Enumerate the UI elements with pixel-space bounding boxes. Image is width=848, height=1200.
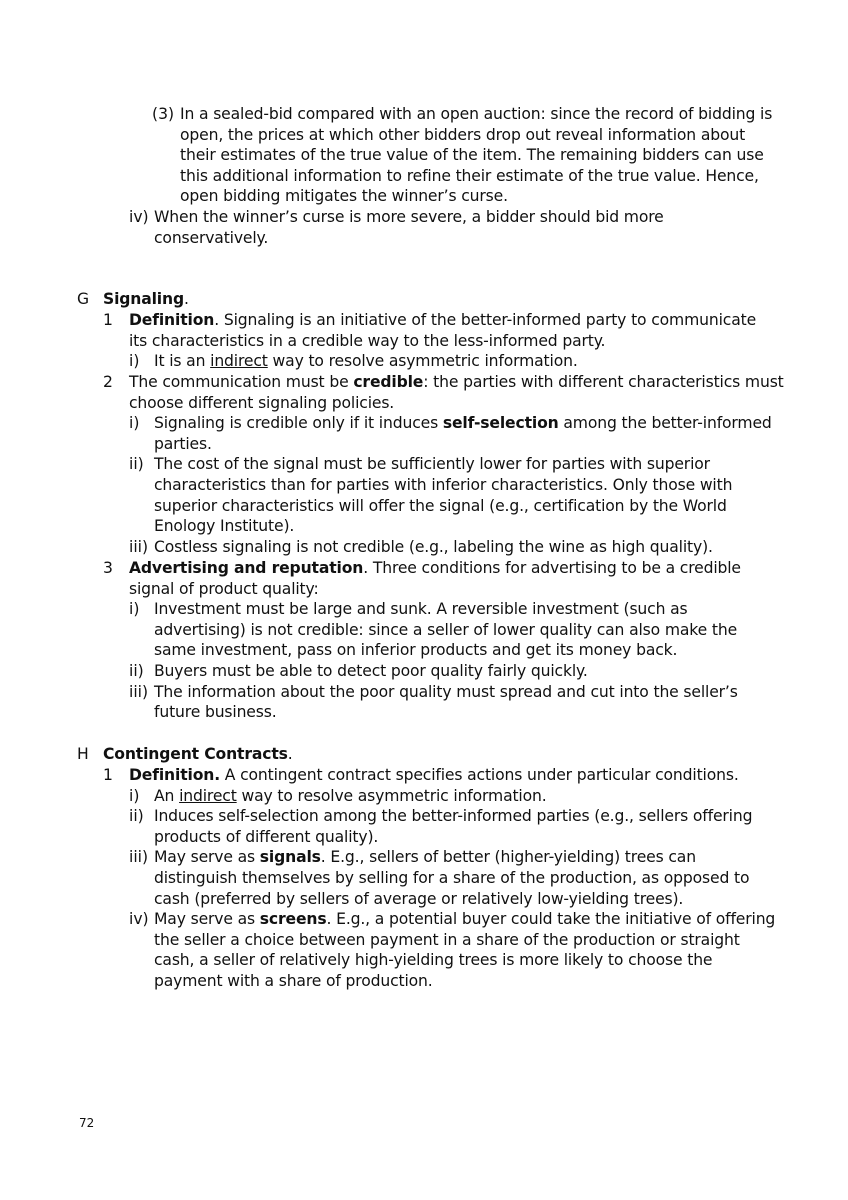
- point-number-2: 2: [103, 373, 113, 391]
- item-marker-iv: iv): [129, 208, 149, 226]
- paragraph-line: [129, 558, 741, 579]
- term-self-selection: self-selection: [442, 414, 559, 433]
- item-marker-iii: iii): [129, 537, 149, 556]
- paragraph-line: [154, 413, 772, 434]
- paragraph-line: superior characteristics will offer the signal (e.g., certification by the World: [154, 496, 727, 515]
- paragraph-line: [154, 351, 578, 372]
- paragraph-line: products of different quality).: [154, 827, 379, 846]
- point-number-1: 1: [103, 311, 113, 329]
- underlined-term: indirect: [210, 352, 268, 371]
- item-marker-3: (3): [152, 105, 175, 123]
- text-run: way to resolve asymmetric information.: [236, 786, 547, 805]
- text-run: among the better-informed: [558, 414, 772, 433]
- section-heading-contingent-contracts: [103, 744, 293, 765]
- paragraph-line: cash, a seller of relatively high-yielding trees is more likely to choose the: [154, 951, 713, 970]
- paragraph-line: characteristics than for parties with inferior characteristics. Only those with: [154, 476, 733, 494]
- item-marker-iii: iii): [129, 848, 149, 867]
- text-run: It is an: [154, 352, 211, 371]
- text-run: Signaling is credible only if it induces: [154, 414, 443, 433]
- definition-text: A contingent contract specifies actions under particular conditions.: [219, 766, 739, 784]
- paragraph-line: open bidding mitigates the winner’s curse.: [180, 187, 508, 206]
- section-title: Contingent Contracts: [103, 745, 288, 763]
- paragraph-line: payment with a share of production.: [154, 972, 433, 990]
- paragraph-line: [154, 909, 775, 930]
- paragraph-line: future business.: [154, 703, 277, 722]
- item-marker-i: i): [129, 600, 140, 619]
- paragraph-line: distinguish themselves by selling for a share of the production, as opposed to: [154, 869, 750, 887]
- paragraph-line: Costless signaling is not credible (e.g., labeling the wine as high quality).: [154, 537, 713, 556]
- term-credible: credible: [353, 373, 424, 391]
- section-title-end: .: [287, 745, 293, 763]
- section-title: Signaling: [103, 290, 184, 308]
- paragraph-line: Investment must be large and sunk. A reversible investment (such as: [154, 600, 688, 619]
- text-run: An: [154, 786, 180, 805]
- paragraph-line: conservatively.: [154, 228, 269, 247]
- paragraph-line: advertising) is not credible: since a seller of lower quality can also make the: [154, 620, 738, 639]
- paragraph-line: choose different signaling policies.: [129, 393, 395, 412]
- paragraph-line: their estimates of the true value of the item. The remaining bidders can use: [180, 146, 764, 165]
- term-screens: screens: [259, 910, 327, 929]
- page-number: 72: [79, 1116, 95, 1130]
- text-run: : the parties with different characteristics must: [423, 373, 784, 391]
- text-run: . Three conditions for advertising to be a credible: [363, 559, 741, 577]
- item-marker-iii: iii): [129, 682, 149, 701]
- paragraph-line: its characteristics in a credible way to the less-informed party.: [129, 331, 606, 350]
- paragraph-line: signal of product quality:: [129, 579, 319, 598]
- paragraph-line: The cost of the signal must be sufficiently lower for parties with superior: [154, 455, 710, 474]
- section-letter-g: G: [77, 290, 90, 308]
- item-marker-ii: ii): [129, 807, 144, 826]
- text-run: . E.g., a potential buyer could take the initiative of offering: [326, 910, 776, 929]
- text-run: May serve as: [154, 910, 260, 929]
- point-number-1: 1: [103, 766, 113, 784]
- text-run: . E.g., sellers of better (higher-yielding) trees can: [320, 848, 696, 867]
- section-letter-h: H: [77, 745, 89, 763]
- paragraph-line: parties.: [154, 434, 212, 453]
- item-marker-i: i): [129, 786, 140, 805]
- paragraph-line: open, the prices at which other bidders drop out reveal information about: [180, 125, 746, 144]
- item-marker-ii: ii): [129, 455, 144, 474]
- paragraph-line: The information about the poor quality must spread and cut into the seller’s: [154, 682, 738, 701]
- paragraph-line: [154, 786, 547, 807]
- item-marker-i: i): [129, 352, 140, 371]
- term-definition: Definition.: [129, 766, 220, 784]
- section-title-end: .: [183, 290, 189, 308]
- paragraph-line: cash (preferred by sellers of average or relatively low-yielding trees).: [154, 889, 684, 908]
- point-number-3: 3: [103, 559, 113, 577]
- paragraph-line: [154, 847, 696, 868]
- text-run: The communication must be: [129, 373, 354, 391]
- term-advertising-reputation: Advertising and reputation: [129, 559, 364, 577]
- paragraph-line: same investment, pass on inferior products and get its money back.: [154, 641, 678, 660]
- item-marker-iv: iv): [129, 910, 149, 929]
- paragraph-line: Buyers must be able to detect poor quality fairly quickly.: [154, 662, 588, 680]
- paragraph-line: [129, 372, 784, 393]
- item-marker-i: i): [129, 414, 140, 433]
- section-heading-signaling: [103, 289, 189, 310]
- paragraph-line: the seller a choice between payment in a share of the production or straight: [154, 930, 740, 949]
- paragraph-line: In a sealed-bid compared with an open auction: since the record of bidding is: [180, 105, 773, 123]
- term-signals: signals: [259, 848, 321, 867]
- item-marker-ii: ii): [129, 662, 144, 680]
- definition-line: [129, 310, 756, 331]
- definition-text: . Signaling is an initiative of the better-informed party to communicate: [214, 311, 757, 329]
- definition-line: [129, 765, 739, 786]
- text-run: way to resolve asymmetric information.: [267, 352, 578, 371]
- text-run: May serve as: [154, 848, 260, 867]
- term-definition: Definition: [129, 311, 215, 329]
- underlined-term: indirect: [179, 786, 237, 805]
- paragraph-line: Enology Institute).: [154, 517, 295, 536]
- paragraph-line: this additional information to refine their estimate of the true value. Hence,: [180, 166, 759, 185]
- paragraph-line: When the winner’s curse is more severe, a bidder should bid more: [154, 208, 664, 226]
- paragraph-line: Induces self-selection among the better-informed parties (e.g., sellers offering: [154, 807, 753, 826]
